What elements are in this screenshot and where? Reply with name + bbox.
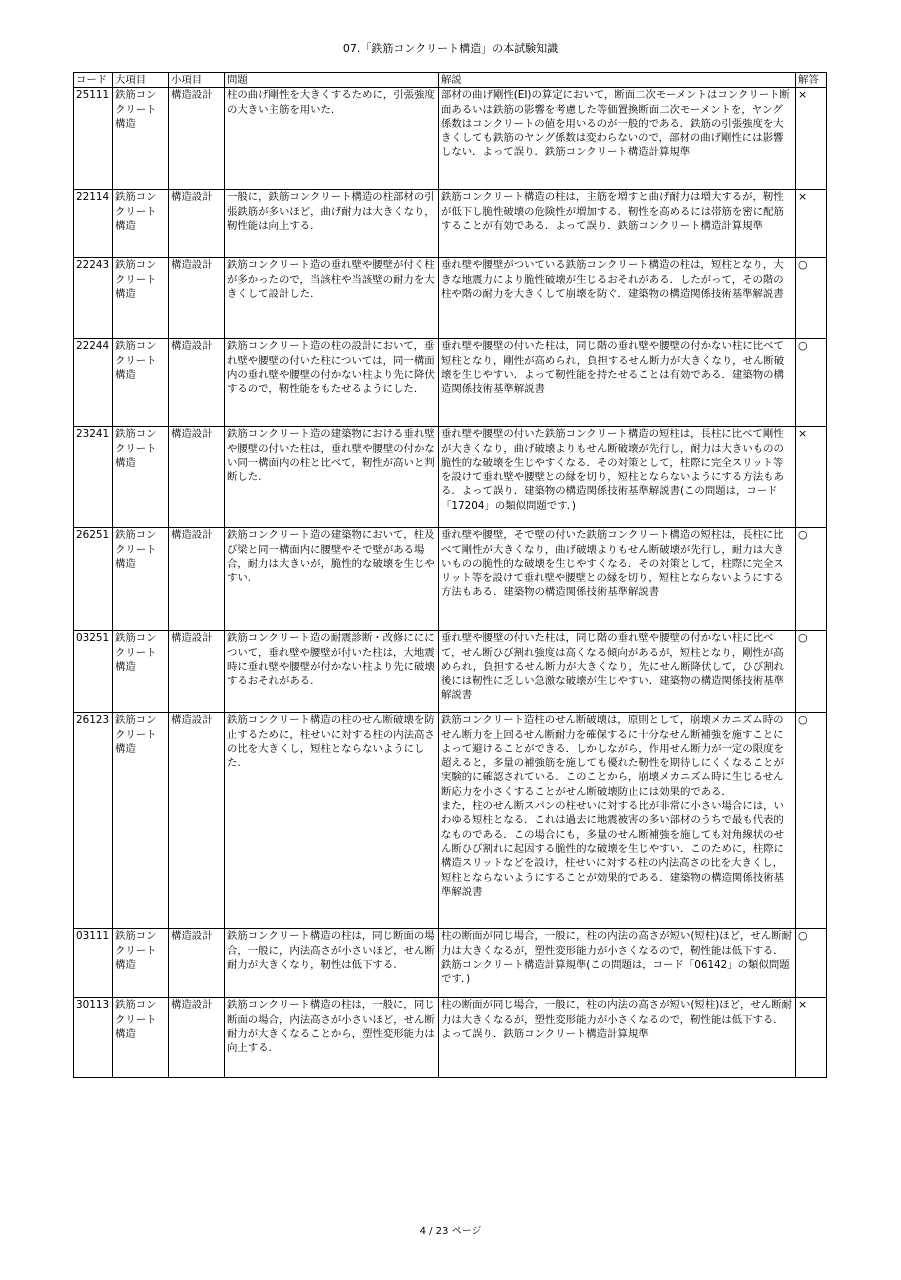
row-explanation: 鉄筋コンクリート造柱のせん断破壊は，原則として，崩壊メカニズム時のせん断力を上回るせん断耐力を確保するに十分なせん断補強を施すことによって避けることができる．しかしながら，作用せん断力が一定の限度を超えると，多量の補強筋を施しても優れた靭性を期待しにくくなることが実験的に確認されている．このことから，崩壊メカニズム時に生じるせん断応力を小さくすることがせん断破壊防止には効果的である． また，柱のせん断スパンの柱せいに対する比が非常に小さい場合には，いわゆる短柱となる．これは過去に地震被害の多い部材のうちで最も代表的なものである．この場合にも，多量のせん断補強を施しても対角線状のせん断ひび割れに起因する脆性的な破壊を生じやすい．このために，柱際に構造スリットなどを設け，柱せいに対する柱の内法高さの比を大きくし，短柱とならないようにすることが効果的である．建築物の構造関係技術基準解説書 — [439, 713, 796, 929]
row-major-category: 鉄筋コンクリート構造 — [113, 339, 169, 427]
page-footer: 4 / 23 ページ — [419, 1226, 482, 1237]
row-major-category: 鉄筋コンクリート構造 — [113, 190, 169, 258]
row-answer: × — [796, 427, 827, 528]
row-code: 26251 — [74, 528, 113, 631]
row-explanation: 鉄筋コンクリート構造の柱は，主筋を増すと曲げ耐力は増大するが，靭性が低下し脆性破壊の危険性が増加する．靭性を高めるには帯筋を密に配筋することが有効である．よって誤り．鉄筋コンクリート構造計算規準 — [439, 190, 796, 258]
row-major-category: 鉄筋コンクリート構造 — [113, 427, 169, 528]
row-minor-category: 構造設計 — [169, 631, 225, 713]
table-row — [74, 258, 827, 339]
row-major-category: 鉄筋コンクリート構造 — [113, 258, 169, 339]
row-explanation: 部材の曲げ剛性(EI)の算定において，断面二次モーメントはコンクリート断面あるいは鉄筋の影響を考慮した等価置換断面二次モーメントを，ヤング係数はコンクリートの値を用いるのが一般的である．鉄筋の引張強度を大きくしても鉄筋のヤング係数は変わらないので，部材の曲げ剛性には影響しない．よって誤り．鉄筋コンクリート構造計算規準 — [439, 88, 796, 190]
row-answer: ○ — [796, 631, 827, 713]
table-row — [74, 88, 827, 190]
header-answer: 解答 — [796, 73, 827, 88]
row-question: 鉄筋コンクリート造の建築物における垂れ壁や腰壁の付いた柱は，垂れ壁や腰壁の付かない同一構面内の柱と比べて，靭性が高いと判断した. — [225, 427, 439, 528]
row-code: 22114 — [74, 190, 113, 258]
row-code: 30113 — [74, 998, 113, 1078]
row-minor-category: 構造設計 — [169, 713, 225, 929]
row-answer: ○ — [796, 528, 827, 631]
row-code: 03251 — [74, 631, 113, 713]
row-explanation: 垂れ壁や腰壁の付いた柱は，同じ階の垂れ壁や腰壁の付かない柱に比べて，せん断ひび割れ強度は高くなる傾向があるが，短柱となり，剛性が高められ，負担するせん断力が大きくなり，先にせん断降伏して，ひび割れ後には靭性に乏しい急激な破壊が生じやすい．建築物の構造関係技術基準解説書 — [439, 631, 796, 713]
row-major-category: 鉄筋コンクリート構造 — [113, 713, 169, 929]
row-answer: × — [796, 190, 827, 258]
row-question: 鉄筋コンクリート造の建築物において，柱及び梁と同一構面内に腰壁やそで壁がある場合，耐力は大きいが，脆性的な破壊を生じやすい. — [225, 528, 439, 631]
row-explanation: 柱の断面が同じ場合，一般に，柱の内法の高さが短い(短柱)ほど，せん断耐力は大きくなるが，塑性変形能力が小さくなるので，靭性能は低下する．鉄筋コンクリート構造計算規準(この問題は，コード「06142」の類似問題です．) — [439, 929, 796, 998]
row-answer: ○ — [796, 929, 827, 998]
header-explanation: 解説 — [439, 73, 796, 88]
row-explanation: 垂れ壁や腰壁，そで壁の付いた鉄筋コンクリート構造の短柱は，長柱に比べて剛性が大きくなり，曲げ破壊よりもせん断破壊が先行し，耐力は大きいものの脆性的な破壊を生じやすくなる．その対策として，柱際に完全スリット等を設けて垂れ壁や腰壁との縁を切り，短柱とならないようにする方法もある．建築物の構造関係技術基準解説書 — [439, 528, 796, 631]
row-answer: ○ — [796, 258, 827, 339]
row-minor-category: 構造設計 — [169, 88, 225, 190]
table-row — [74, 339, 827, 427]
question-table — [73, 72, 827, 1078]
table-row — [74, 528, 827, 631]
row-minor-category: 構造設計 — [169, 998, 225, 1078]
row-question: 鉄筋コンクリート造の耐震診断・改修ににについて，垂れ壁や腰壁が付いた柱は，大地震時に垂れ壁や腰壁が付かない柱より先に破壊するおそれがある. — [225, 631, 439, 713]
row-major-category: 鉄筋コンクリート構造 — [113, 631, 169, 713]
row-minor-category: 構造設計 — [169, 929, 225, 998]
header-major: 大項目 — [113, 73, 169, 88]
row-explanation: 垂れ壁や腰壁の付いた柱は，同じ階の垂れ壁や腰壁の付かない柱に比べて短柱となり，剛性が高められ，負担するせん断力が大きくなり，せん断破壊を生じやすい．よって靭性能を持たせることは有効である．建築物の構造関係技術基準解説書 — [439, 339, 796, 427]
row-minor-category: 構造設計 — [169, 427, 225, 528]
row-minor-category: 構造設計 — [169, 190, 225, 258]
row-explanation: 柱の断面が同じ場合，一般に，柱の内法の高さが短い(短柱)ほど，せん断耐力は大きくなるが，塑性変形能力が小さくなるので，靭性能は低下する．よって誤り．鉄筋コンクリート構造計算規準 — [439, 998, 796, 1078]
row-answer: × — [796, 88, 827, 190]
row-code: 23241 — [74, 427, 113, 528]
table-row — [74, 190, 827, 258]
table-row — [74, 998, 827, 1078]
page-title: 07.「鉄筋コンクリート構造」の本試験知識 — [342, 42, 559, 55]
header-code: コード — [74, 73, 113, 88]
table-row — [74, 427, 827, 528]
row-question: 鉄筋コンクリート構造の柱は，一般に，同じ断面の場合，内法高さが小さいほど，せん断耐力が大きくなることから，塑性変形能力は向上する. — [225, 998, 439, 1078]
table-row — [74, 713, 827, 929]
row-answer: × — [796, 998, 827, 1078]
row-major-category: 鉄筋コンクリート構造 — [113, 528, 169, 631]
row-major-category: 鉄筋コンクリート構造 — [113, 998, 169, 1078]
row-minor-category: 構造設計 — [169, 528, 225, 631]
row-code: 26123 — [74, 713, 113, 929]
row-code: 03111 — [74, 929, 113, 998]
row-major-category: 鉄筋コンクリート構造 — [113, 929, 169, 998]
row-question: 鉄筋コンクリート造の柱の設計において，垂れ壁や腰壁の付いた柱については，同一構面内の垂れ壁や腰壁の付かない柱より先に降伏するので，靭性能をもたせるようにした. — [225, 339, 439, 427]
row-question: 鉄筋コンクリート構造の柱は，同じ断面の場合，一般に，内法高さが小さいほど，せん断耐力が大きくなり，靭性は低下する. — [225, 929, 439, 998]
row-explanation: 垂れ壁や腰壁の付いた鉄筋コンクリート構造の短柱は，長柱に比べて剛性が大きくなり，曲げ破壊よりもせん断破壊が先行し，耐力は大きいものの脆性的な破壊を生じやすくなる．その対策として，柱際に完全スリット等を設けて垂れ壁や腰壁との縁を切り，短柱とならないようにする方法もある．よって誤り．建築物の構造関係技術基準解説書(この問題は，コード「17204」の類似問題です．) — [439, 427, 796, 528]
row-question: 鉄筋コンクリート造の垂れ壁や腰壁が付く柱が多かったので，当該柱や当該壁の耐力を大きくして設計した. — [225, 258, 439, 339]
row-minor-category: 構造設計 — [169, 258, 225, 339]
table-header-row — [74, 73, 827, 88]
row-code: 22244 — [74, 339, 113, 427]
row-code: 22243 — [74, 258, 113, 339]
row-answer: ○ — [796, 339, 827, 427]
row-question: 鉄筋コンクリート構造の柱のせん断破壊を防止するために，柱せいに対する柱の内法高さの比を大きくし，短柱とならないようにした. — [225, 713, 439, 929]
row-minor-category: 構造設計 — [169, 339, 225, 427]
table-row — [74, 929, 827, 998]
row-answer: ○ — [796, 713, 827, 929]
header-question: 問題 — [225, 73, 439, 88]
row-question: 一般に，鉄筋コンクリート構造の柱部材の引張鉄筋が多いほど，曲げ耐力は大きくなり，靭性能は向上する. — [225, 190, 439, 258]
table-row — [74, 631, 827, 713]
row-major-category: 鉄筋コンクリート構造 — [113, 88, 169, 190]
row-question: 柱の曲げ剛性を大きくするために，引張強度の大きい主筋を用いた. — [225, 88, 439, 190]
row-explanation: 垂れ壁や腰壁がついている鉄筋コンクリート構造の柱は，短柱となり，大きな地震力により脆性破壊が生じるおそれがある．したがって，その階の柱や階の耐力を大きくして崩壊を防ぐ．建築物の構造関係技術基準解説書 — [439, 258, 796, 339]
row-code: 25111 — [74, 88, 113, 190]
header-minor: 小項目 — [169, 73, 225, 88]
